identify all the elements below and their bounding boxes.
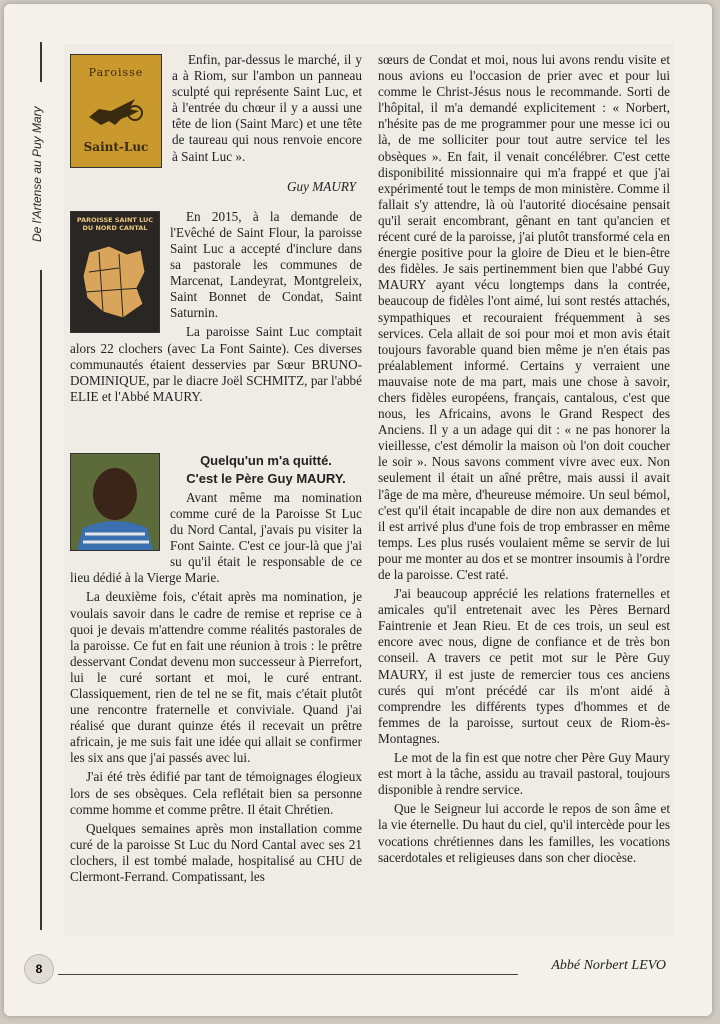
paragraph: Enfin, par-dessus le marché, il y a à Riom, sur l'ambon un panneau sculpté qui représente Saint Luc, et à l'entrée du chœur il y a aussi une tête de lion (Saint Marc) et une tête de taureau qui nous renvoie encore à Saint Luc ». bbox=[172, 52, 362, 164]
right-column bbox=[378, 52, 670, 866]
paragraph: Avant même ma nomination comme curé de la Paroisse St Luc du Nord Cantal, j'avais pu visiter la Font Sainte. C'est ce jour-là que j'ai su qu'il était le responsable de ce lieu dédié à la Vierge Marie. bbox=[70, 489, 362, 586]
portrait-icon bbox=[71, 454, 159, 550]
footer-rule bbox=[58, 974, 518, 975]
page-number: 8 bbox=[24, 954, 54, 984]
paragraph: Que le Seigneur lui accorde le repos de son âme et la vie éternelle. Du haut du ciel, qu'il intercède pour les vocations chrétiennes dans les familles, les vocations sacerdotales et religieuses dans son cher diocèse. bbox=[378, 801, 670, 865]
article-body bbox=[64, 44, 674, 936]
winged-bull-icon bbox=[85, 91, 147, 131]
sidebar-title: De l'Artense au Puy Mary bbox=[30, 106, 44, 242]
author-signature: Abbé Norbert LEVO bbox=[551, 958, 666, 973]
paragraph: Le mot de la fin est que notre cher Père Guy Maury est mort à la tâche, assidu au travail pastoral, toujours disponible à rendre service. bbox=[378, 750, 670, 798]
magazine-page bbox=[4, 4, 712, 1016]
map-icon bbox=[79, 242, 151, 322]
left-column bbox=[70, 52, 362, 885]
signature-guy-maury: Guy MAURY bbox=[287, 178, 356, 194]
sidebar-rule-top bbox=[40, 42, 42, 82]
section-heading-line1: Quelqu'un m'a quitté. bbox=[200, 452, 332, 468]
logo-text-top: Paroisse bbox=[88, 66, 144, 79]
parish-map-image bbox=[70, 211, 160, 333]
paragraph: La deuxième fois, c'était après ma nomination, je voulais savoir dans le cadre de remise et reprise ce à quoi je devais m'attendre comme réalités pastorales de la paroisse. Ce fut en fait une réunion à trois : le prêtre desservant Condat devenu mon successeur à Pierrefort, lui le curé sortant et moi, le curé entrant. Classiquement, rien de tel ne se fit, mais c'était plutôt une rencontre fraternelle et conviviale. Quand j'ai réalisé que durant quinze étés il recevait un prêtre africain, je me suis fait une idée qui allait se confirmer les six ans que j'ai passés avec lui. bbox=[70, 589, 362, 766]
paragraph: J'ai beaucoup apprécié les relations fraternelles et amicales qu'il entretenait avec les Pères Bernard Faintrenie et Jean Rieu. Et de ces trois, un seul est encore avec nous, digne de confiance et de très bon conseil. A travers ce petit mot sur le Père Guy MAURY, il est juste de remercier tous ces anciens curés qui m'ont précédé car ils m'ont aidé à comprendre les différents types d'hommes et de femmes de la paroisse, surtout ceux de Riom-ès-Montagnes. bbox=[378, 586, 670, 746]
paragraph: En 2015, à la demande de l'Evêché de Saint Flour, la paroisse Saint Luc a accepté d'inclure dans sa pastorale les communes de Marcenat, Landeyrat, Montgreleix, Saint Bonnet de Condat, Saint Saturnin. bbox=[170, 208, 362, 321]
parish-logo-image bbox=[70, 54, 162, 168]
paragraph: Quelques semaines après mon installation comme curé de la paroisse St Luc du Nord Cantal avec ses 21 clochers, il est tombé malade, hospitalisé au CHU de Clermont-Ferrand. Compatissant, les bbox=[70, 820, 362, 885]
author-portrait-photo bbox=[70, 453, 160, 551]
sidebar-rule-bottom bbox=[40, 270, 42, 930]
logo-text-bottom: Saint-Luc bbox=[83, 139, 149, 154]
map-title: PAROISSE SAINT LUC DU NORD CANTAL bbox=[76, 215, 154, 232]
paragraph: La paroisse Saint Luc comptait alors 22 clochers (avec La Font Sainte). Ces diverses communautés étaient desservies par Sœur BRUNO-DOMINIQUE, par le diacre Joël SCHMITZ, par l'abbé ELIE et l'Abbé MAURY. bbox=[70, 324, 362, 404]
paragraph: sœurs de Condat et moi, nous lui avons rendu visite et nous avions eu l'occasion de prier avec et pour lui comme le Christ-Jésus nous le recommande. Sorti de l'hôpital, il m'a demandé explicitement : « Norbert, n'hésite pas de me programmer pour une messe ici ou là, de me solliciter pour tout autre service tel les obsèques ». En fait, il venait concélébrer. C'est cette disponibilité missionnaire qui m'a frappé et que j'ai expérimenté tout le temps de mon ministère. Comme il fallait s'y attendre, là où l'autorité diocésaine pensait qu'il serait encombrant, gênant en tant qu'ancien et récent curé de la paroisse, j'ai plutôt transformé cela en énergie positive pour la gloire de Dieu et le bien-être des fidèles. Je sais pertinemment bien que l'abbé Guy MAURY ayant vécu longtemps dans la contrée, beaucoup de fidèles l'ont aimé, lui sont restés attachés, sympathiques et recouraient fréquemment à ses services. Cela allait de soi pour moi et mon avis était toujours favorable quand bien même je n'en étais pas préalablement informé. Certains y verraient une mauvaise note de ma part, mais une chose à savoir, chers fidèles européens, français, cantalous, c'est que nous, les Africains, avons le Grand Respect des Anciens. Il y a un adage qui dit : « ne pas honorer la vieillesse, c'est démolir la maison où l'on doit coucher le soir ». Nous savons comment vivre avec eux. Non seulement il était un aîné prêtre, mais aussi il avait l'âge de ma mère, d'heureuse mémoire. Un seul bémol, c'est qu'il était incapable de dire non aux demandes et il est arrivé plus d'une fois de trop embrasser en même temps. Les plus rusés voulaient même se servir de lui pour me monter au dos et se montrer insoumis à l'ordre de la paroisse. C'est raté. bbox=[378, 52, 670, 582]
section-heading-line2: C'est le Père Guy MAURY. bbox=[186, 470, 346, 486]
paragraph: J'ai été très édifié par tant de témoignages élogieux lors de ses obsèques. Cela reflétait bien sa personne comme homme et comme prêtre. Il était Chrétien. bbox=[70, 769, 362, 817]
